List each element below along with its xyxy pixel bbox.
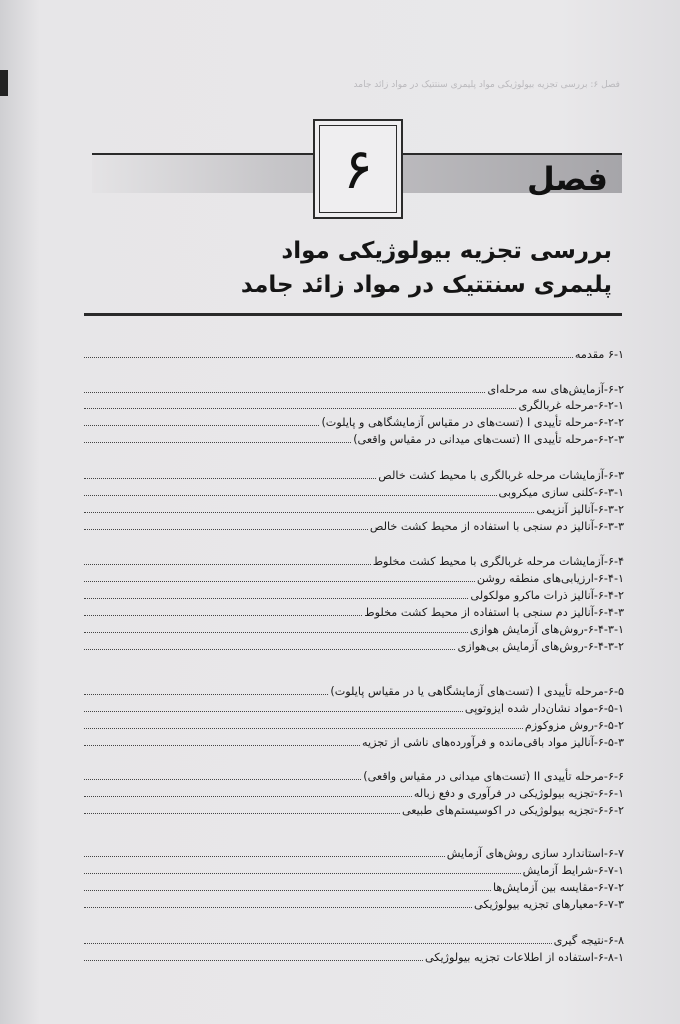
toc-entry bbox=[84, 396, 624, 412]
toc-entry-text: ۶-۴-۳-آنالیز دم سنجی با استفاده از محیط کشت مخلوط bbox=[364, 606, 624, 619]
toc-entry-text: ۶-۴-آزمایشات مرحله غربالگری با محیط کشت مخلوط bbox=[372, 555, 624, 568]
toc-entry-text: ۶-۴-۳-۲-روش‌های آزمایش بی‌هوازی bbox=[457, 640, 624, 653]
title-divider bbox=[84, 313, 622, 316]
toc-dot-leader bbox=[84, 855, 445, 857]
toc-entry bbox=[84, 682, 624, 698]
running-head: فصل ۶: بررسی تجزیه بیولوژیکی مواد پلیمری سنتتیک در مواد زائد جامد bbox=[353, 80, 620, 90]
chapter-title-line-1: بررسی تجزیه بیولوژیکی مواد bbox=[281, 238, 612, 264]
toc-entry bbox=[84, 552, 624, 568]
toc-entry-text: ۶-۲-۱-مرحله غربالگری bbox=[518, 399, 624, 412]
toc-entry-text: ۶-۳-آزمایشات مرحله غربالگری با محیط کشت خالص bbox=[378, 469, 624, 482]
toc-dot-leader bbox=[84, 795, 412, 797]
toc-dot-leader bbox=[84, 511, 534, 513]
toc-entry bbox=[84, 948, 624, 964]
toc-entry-text: ۶-۴-۳-۱-روش‌های آزمایش هوازی bbox=[469, 623, 624, 636]
toc-entry bbox=[84, 637, 624, 653]
toc-dot-leader bbox=[84, 494, 497, 496]
toc-entry-text: ۶-۳-۲-آنالیز آنزیمی bbox=[536, 503, 624, 516]
toc-entry-text: ۶-۷-استاندارد سازی روش‌های آزمایش bbox=[446, 847, 624, 860]
toc-entry bbox=[84, 878, 624, 894]
toc-entry bbox=[84, 895, 624, 911]
toc-dot-leader bbox=[84, 942, 552, 944]
toc-entry-text: ۶-۲-۳-مرحله تأییدی II (تست‌های میدانی در مقیاس واقعی) bbox=[353, 433, 624, 446]
toc-entry-text: ۶-۳-۳-آنالیز دم سنجی با استفاده از محیط کشت خالص bbox=[369, 520, 624, 533]
toc-dot-leader bbox=[84, 872, 521, 874]
toc-dot-leader bbox=[84, 727, 523, 729]
chapter-title-line-2: پلیمری سنتتیک در مواد زائد جامد bbox=[240, 272, 612, 298]
toc-entry bbox=[84, 620, 624, 636]
toc-dot-leader bbox=[84, 407, 516, 409]
toc-dot-leader bbox=[84, 889, 491, 891]
toc-dot-leader bbox=[84, 528, 368, 530]
toc-entry bbox=[84, 483, 624, 499]
toc-entry bbox=[84, 603, 624, 619]
toc-entry bbox=[84, 569, 624, 585]
toc-entry-text: ۶-۵-۱-مواد نشان‌دار شده ایزوتوپی bbox=[464, 702, 624, 715]
toc-entry bbox=[84, 466, 624, 482]
toc-dot-leader bbox=[84, 959, 423, 961]
toc-entry bbox=[84, 733, 624, 749]
toc-entry bbox=[84, 699, 624, 715]
toc-entry bbox=[84, 500, 624, 516]
toc-dot-leader bbox=[84, 906, 472, 908]
toc-entry bbox=[84, 380, 624, 396]
toc-dot-leader bbox=[84, 356, 573, 358]
toc-entry bbox=[84, 430, 624, 446]
toc-dot-leader bbox=[84, 580, 475, 582]
chapter-number: ۶ bbox=[319, 125, 397, 213]
toc-entry-text: ۶-۸-نتیجه گیری bbox=[553, 934, 624, 947]
toc-entry-text: ۶-۶-مرحله تأییدی II (تست‌های میدانی در مقیاس واقعی) bbox=[363, 770, 624, 783]
toc-dot-leader bbox=[84, 391, 485, 393]
toc-entry bbox=[84, 767, 624, 783]
toc-entry bbox=[84, 801, 624, 817]
toc-entry bbox=[84, 413, 624, 429]
toc-dot-leader bbox=[84, 597, 468, 599]
toc-dot-leader bbox=[84, 778, 361, 780]
toc-entry-text: ۶-۶-۲-تجزیه بیولوژیکی در اکوسیستم‌های طبیعی bbox=[401, 804, 624, 817]
toc-entry-text: ۶-۴-۱-ارزیابی‌های منطقه روشن bbox=[476, 572, 624, 585]
toc-dot-leader bbox=[84, 710, 463, 712]
toc-entry-text: ۶-۸-۱-استفاده از اطلاعات تجزیه بیولوژیکی bbox=[424, 951, 624, 964]
chapter-label: فصل bbox=[526, 160, 608, 198]
toc-entry bbox=[84, 931, 624, 947]
toc-entry-text: ۶-۷-۳-معیارهای تجزیه بیولوژیکی bbox=[474, 898, 624, 911]
toc-entry-text: ۶-۲-۲-مرحله تأییدی I (تست‌های در مقیاس آزمایشگاهی و پایلوت) bbox=[321, 416, 624, 429]
toc-dot-leader bbox=[84, 744, 360, 746]
toc-entry bbox=[84, 716, 624, 732]
toc-entry bbox=[84, 844, 624, 860]
toc-entry-text: ۶-۱ مقدمه bbox=[574, 348, 624, 361]
toc-dot-leader bbox=[84, 648, 455, 650]
toc-entry bbox=[84, 345, 624, 361]
toc-entry-text: ۶-۳-۱-کلنی سازی میکروبی bbox=[498, 486, 624, 499]
chapter-number-box bbox=[313, 119, 403, 219]
toc-dot-leader bbox=[84, 614, 362, 616]
binding-edge-mark bbox=[0, 70, 8, 96]
toc-entry-text: ۶-۲-آزمایش‌های سه مرحله‌ای bbox=[487, 383, 624, 396]
toc-entry bbox=[84, 784, 624, 800]
toc-entry bbox=[84, 517, 624, 533]
toc-dot-leader bbox=[84, 563, 371, 565]
toc-entry-text: ۶-۵-مرحله تأییدی I (تست‌های آزمایشگاهی یا در مقیاس پایلوت) bbox=[330, 685, 624, 698]
toc-entry-text: ۶-۷-۲-مقایسه بین آزمایش‌ها bbox=[492, 881, 624, 894]
toc-entry-text: ۶-۷-۱-شرایط آزمایش bbox=[522, 864, 624, 877]
toc-dot-leader bbox=[84, 477, 376, 479]
toc-entry-text: ۶-۵-۳-آنالیز مواد باقی‌مانده و فرآورده‌های ناشی از تجزیه bbox=[361, 736, 624, 749]
toc-entry-text: ۶-۵-۲-روش مزوکوزم bbox=[524, 719, 624, 732]
toc-entry-text: ۶-۶-۱-تجزیه بیولوژیکی در فرآوری و دفع زباله bbox=[413, 787, 624, 800]
toc-dot-leader bbox=[84, 441, 351, 443]
toc-entry-text: ۶-۴-۲-آنالیز ذرات ماکرو مولکولی bbox=[470, 589, 624, 602]
toc-entry bbox=[84, 861, 624, 877]
toc-dot-leader bbox=[84, 693, 328, 695]
toc-dot-leader bbox=[84, 424, 319, 426]
toc-dot-leader bbox=[84, 812, 400, 814]
toc-entry bbox=[84, 586, 624, 602]
toc-dot-leader bbox=[84, 631, 468, 633]
